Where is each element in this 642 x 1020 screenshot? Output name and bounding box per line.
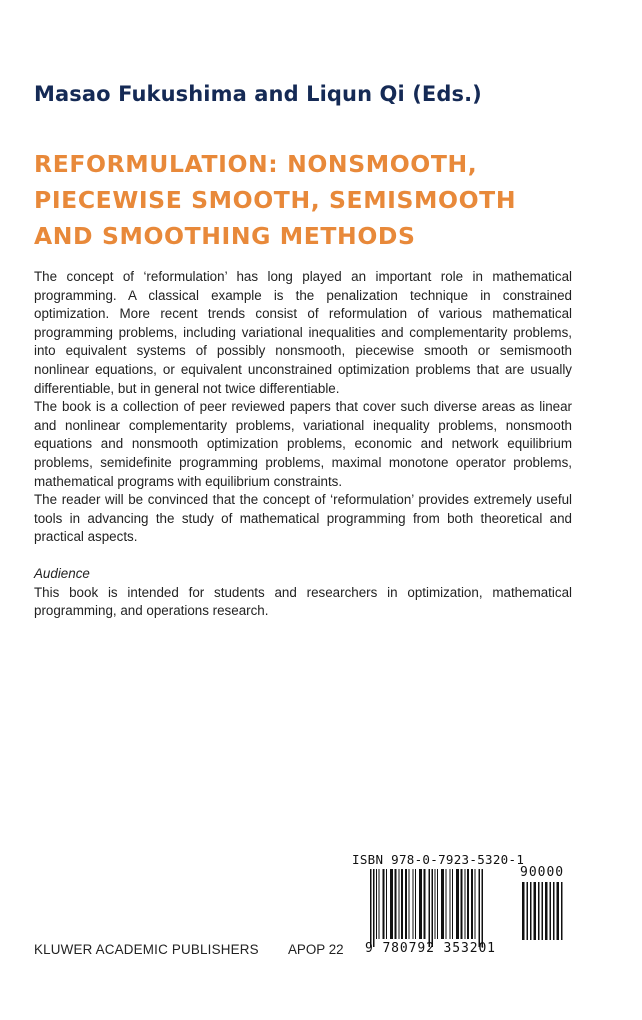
barcode-bar bbox=[461, 869, 463, 939]
barcode-bar bbox=[432, 869, 434, 947]
barcode-bar bbox=[553, 882, 555, 940]
barcode-bar bbox=[429, 869, 431, 947]
barcode-bar bbox=[538, 882, 540, 940]
blurb bbox=[34, 268, 572, 621]
barcode-bar bbox=[409, 869, 410, 939]
barcode-bar bbox=[441, 869, 444, 939]
barcode-bar bbox=[437, 869, 438, 939]
title-line-2: PIECEWISE SMOOTH, SEMISMOOTH bbox=[34, 186, 517, 214]
barcode-bar bbox=[399, 869, 400, 939]
series-code: APOP 22 bbox=[288, 942, 344, 957]
barcode-bar bbox=[456, 869, 459, 939]
barcode-bar bbox=[446, 869, 447, 939]
barcode-bar bbox=[557, 882, 560, 940]
price-code: 90000 bbox=[520, 865, 565, 880]
barcode-bar bbox=[424, 869, 426, 939]
barcode-number: 9 780792 353201 bbox=[365, 941, 496, 956]
blurb-paragraph-1: The concept of ‘reformulation’ has long played an important role in mathematical programming. A classical example is the penalization technique in constrained optimization. More recent trends consist of reformulation of various mathematical programming problems, including variational inequalities and complementarity problems, into equivalent systems of possibly nonsmooth, piecewise smooth or semismooth nonlinear equations, or equivalent unconstrained optimization problems that are usually differentiable, but in general not twice differentiable. bbox=[34, 269, 572, 396]
barcode-bar bbox=[373, 869, 375, 947]
audience-text: This book is intended for students and researchers in optimization, mathematical programming, and operations research. bbox=[34, 584, 572, 619]
editors-line: Masao Fukushima and Liqun Qi (Eds.) bbox=[34, 82, 482, 106]
blurb-paragraph-2: The book is a collection of peer reviewed papers that cover such diverse areas as linear and nonlinear complementarity problems, variational inequality problems, nonsmooth equations and nonsmooth optimization problems, economic and network equilibrium problems, semidefinite programming problems, maximal monotone operator problems, mathematical programs with equilibrium constraints. bbox=[34, 399, 572, 489]
barcode-bar bbox=[419, 869, 422, 939]
barcode-bar bbox=[479, 869, 481, 947]
barcode-bar bbox=[561, 882, 563, 940]
barcode-bar bbox=[405, 869, 407, 939]
spacer bbox=[34, 547, 572, 565]
book-title bbox=[34, 146, 604, 254]
blurb-paragraph-3: The reader will be convinced that the concept of ‘reformulation’ provides extremely useful tools in advancing the study of mathematical programming from both theoretical and practical aspects. bbox=[34, 492, 572, 545]
barcode-bar bbox=[527, 882, 529, 940]
barcode-bar bbox=[383, 869, 385, 939]
barcode-bar bbox=[376, 869, 377, 939]
barcode-bar bbox=[452, 869, 453, 939]
barcode-bar bbox=[413, 869, 414, 939]
barcode-bar bbox=[522, 882, 525, 940]
barcode-bar bbox=[545, 882, 548, 940]
barcode-bar bbox=[530, 882, 532, 940]
barcode-bar bbox=[401, 869, 403, 939]
barcode-bar bbox=[435, 869, 436, 939]
publisher-name: KLUWER ACADEMIC PUBLISHERS bbox=[34, 942, 259, 957]
barcode-bar bbox=[390, 869, 393, 939]
barcode-bar bbox=[395, 869, 397, 939]
barcode-bar bbox=[465, 869, 466, 939]
barcode-bar bbox=[379, 869, 380, 939]
isbn-label: ISBN 978-0-7923-5320-1 bbox=[352, 852, 525, 867]
barcode-bar bbox=[475, 869, 476, 939]
barcode-bar bbox=[415, 869, 416, 939]
barcode-bar bbox=[482, 869, 484, 947]
barcode-bar bbox=[550, 882, 552, 940]
barcode-bar bbox=[542, 882, 544, 940]
audience-heading: Audience bbox=[34, 565, 90, 581]
title-line-1: REFORMULATION: NONSMOOTH, bbox=[34, 150, 478, 178]
title-line-3: AND SMOOTHING METHODS bbox=[34, 222, 416, 250]
barcode-bar bbox=[370, 869, 372, 947]
barcode-bar bbox=[471, 869, 473, 939]
barcode-block bbox=[352, 852, 592, 962]
barcode-bar bbox=[467, 869, 469, 939]
barcode-bar bbox=[534, 882, 537, 940]
barcode-bar bbox=[450, 869, 451, 939]
barcode-bar bbox=[386, 869, 387, 939]
